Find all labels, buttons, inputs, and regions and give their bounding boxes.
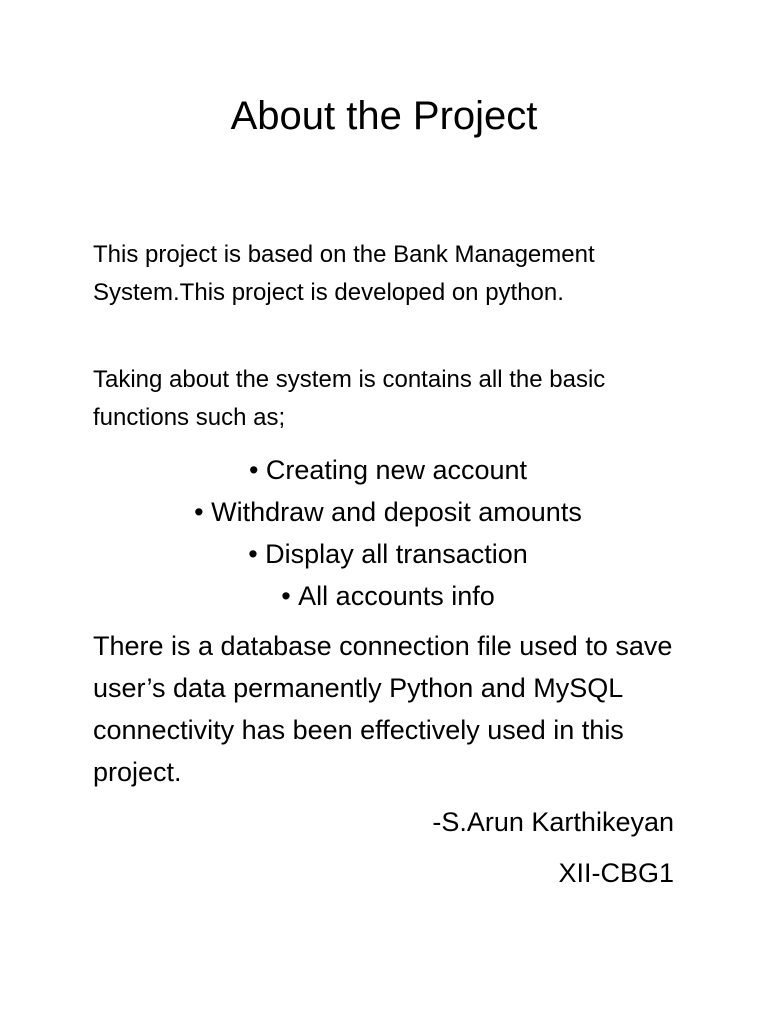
intro-paragraph: This project is based on the Bank Management System.This project is developed on python. — [93, 241, 595, 306]
signature-class: XII-CBG1 — [558, 858, 674, 888]
list-item: • All accounts info — [93, 575, 683, 617]
signature-name: -S.Arun Karthikeyan — [432, 807, 674, 837]
database-paragraph: There is a database connection file used to save user’s data permanently Python and MySQL connectivity has been effectively used in this project. — [93, 631, 673, 787]
functions-intro-paragraph: Taking about the system is contains all the basic functions such as; — [93, 366, 606, 431]
list-item: • Display all transaction — [93, 533, 683, 575]
list-item: • Withdraw and deposit amounts — [93, 491, 683, 533]
functions-list — [93, 449, 683, 617]
list-item: • Creating new account — [93, 449, 683, 491]
page-title: About the Project — [230, 94, 538, 138]
